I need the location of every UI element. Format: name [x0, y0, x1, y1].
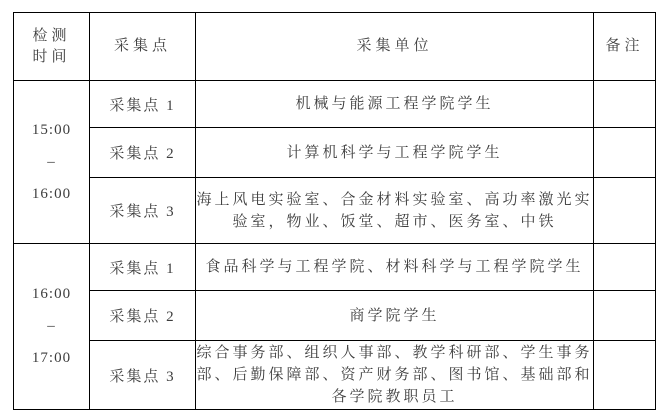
collection-unit: 机械与能源工程学院学生 [196, 81, 594, 128]
table-row [14, 341, 656, 410]
collection-point: 采集点 3 [90, 341, 196, 410]
schedule-table-container [13, 12, 656, 410]
table-row [14, 81, 656, 128]
sampling-schedule-table [13, 12, 656, 410]
remarks-cell [594, 341, 656, 410]
remarks-cell [594, 81, 656, 128]
collection-point: 采集点 2 [90, 291, 196, 341]
time-range-block1 [14, 81, 90, 244]
remarks-cell [594, 128, 656, 178]
table-row [14, 128, 656, 178]
table-row [14, 291, 656, 341]
table-row [14, 178, 656, 244]
header-collection-point: 采集点 [90, 13, 196, 81]
header-detection-time-label: 检测时间 [32, 27, 71, 65]
collection-point: 采集点 1 [90, 244, 196, 291]
remarks-cell [594, 244, 656, 291]
time-end: 16:00 [31, 185, 72, 202]
time-start: 16:00 [31, 286, 72, 302]
header-remarks: 备注 [594, 13, 656, 81]
collection-unit: 食品科学与工程学院、材料科学与工程学院学生 [196, 244, 594, 291]
remarks-cell [594, 291, 656, 341]
header-collection-unit: 采集单位 [196, 13, 594, 81]
time-start: 15:00 [31, 121, 72, 138]
collection-unit: 海上风电实验室、合金材料实验室、高功率激光实验室，物业、饭堂、超市、医务室、中铁 [196, 178, 594, 244]
remarks-cell [594, 178, 656, 244]
header-detection-time [14, 13, 90, 81]
collection-point: 采集点 2 [90, 128, 196, 178]
collection-point: 采集点 1 [90, 81, 196, 128]
collection-unit: 计算机科学与工程学院学生 [196, 128, 594, 178]
collection-unit: 综合事务部、组织人事部、教学科研部、学生事务部、后勤保障部、资产财务部、图书馆、基础部和各学院教职员工 [196, 341, 594, 410]
time-range-block2 [14, 244, 90, 410]
time-separator: – [47, 153, 56, 170]
time-end: 17:00 [31, 350, 72, 366]
collection-point: 采集点 3 [90, 178, 196, 244]
time-separator: – [47, 318, 56, 334]
collection-unit: 商学院学生 [196, 291, 594, 341]
header-row [14, 13, 656, 81]
table-row [14, 244, 656, 291]
